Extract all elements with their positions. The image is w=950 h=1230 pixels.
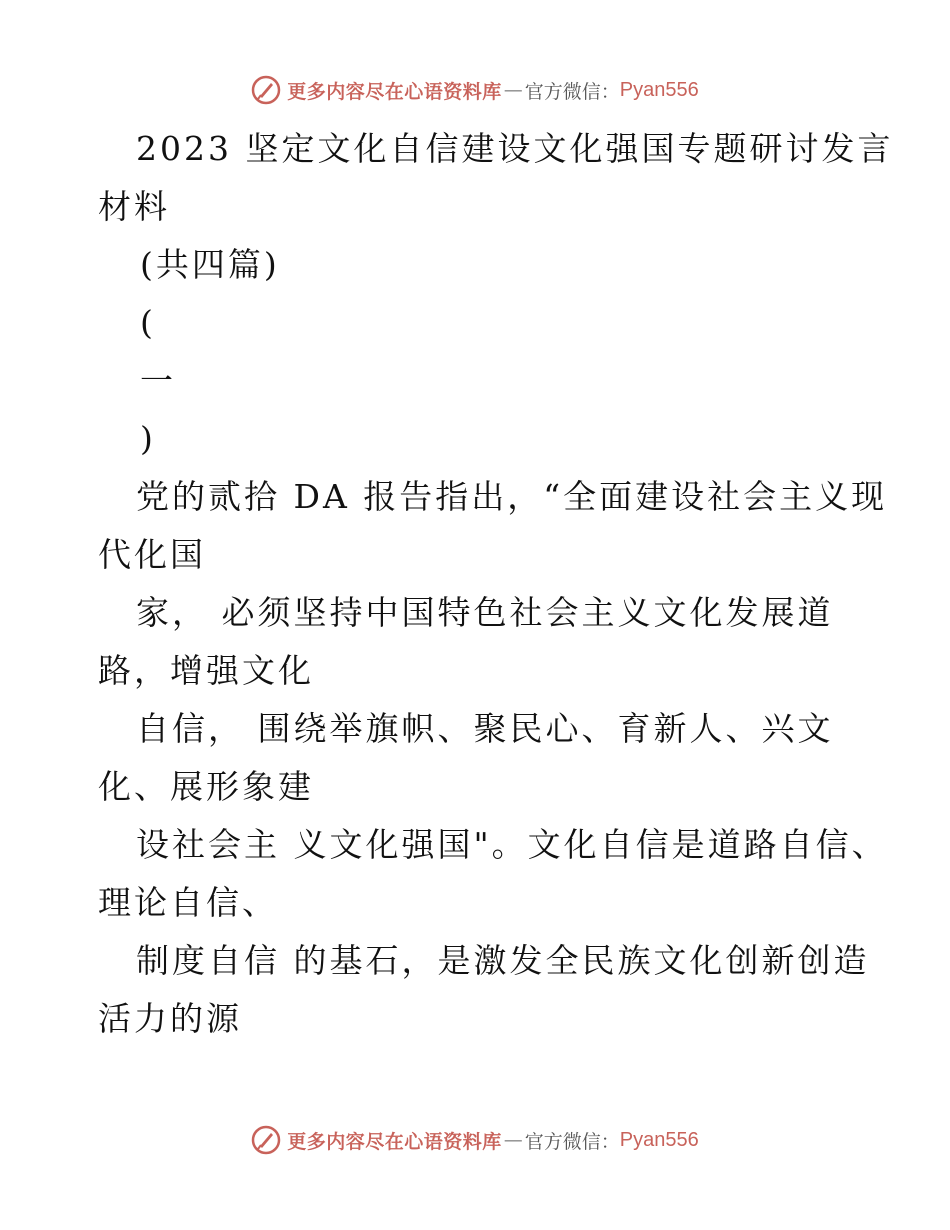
paragraph-line: 家， 必须坚持中国特色社会主义文化发展道 bbox=[136, 593, 834, 632]
document-body bbox=[98, 120, 894, 1048]
banner-wechat-id: Pyan556 bbox=[619, 1128, 699, 1151]
paragraph-line: 活力的源 bbox=[98, 999, 242, 1038]
paragraph-line: 代化国 bbox=[98, 535, 206, 574]
footer-banner bbox=[0, 1120, 950, 1160]
banner-wechat-label: 官方微信： bbox=[524, 1130, 620, 1153]
banner-wechat-label: 官方微信： bbox=[524, 80, 620, 103]
document-title: 2023 坚定文化自信建设文化强国专题研讨发言 bbox=[136, 129, 894, 168]
paragraph-line: 路，增强文化 bbox=[98, 651, 314, 690]
header-banner bbox=[0, 70, 950, 110]
document-title-cont: 材料 bbox=[98, 187, 170, 226]
banner-separator: — bbox=[503, 79, 523, 101]
paragraph-line: 设社会主 义文化强国"。文化自信是道路自信、 bbox=[136, 825, 888, 864]
paragraph-line: 自信， 围绕举旗帜、聚民心、育新人、兴文 bbox=[136, 709, 834, 748]
banner-separator: — bbox=[503, 1129, 523, 1151]
section-number-close: ) bbox=[140, 419, 156, 458]
quill-circle-icon bbox=[251, 1125, 281, 1155]
paragraph-line: 理论自信、 bbox=[98, 883, 278, 922]
paragraph-line: 党的贰拾 DA 报告指出，“全面建设社会主义现 bbox=[136, 477, 888, 516]
section-number-open: ( bbox=[140, 303, 156, 342]
banner-slogan: 更多内容尽在心语资料库 bbox=[287, 80, 502, 103]
paragraph-line: 制度自信 的基石，是激发全民族文化创新创造 bbox=[136, 941, 870, 980]
section-number: 一 bbox=[140, 361, 176, 400]
quill-circle-icon bbox=[251, 75, 281, 105]
document-subtitle: (共四篇) bbox=[140, 245, 280, 284]
banner-slogan: 更多内容尽在心语资料库 bbox=[287, 1130, 502, 1153]
paragraph-line: 化、展形象建 bbox=[98, 767, 314, 806]
banner-wechat-id: Pyan556 bbox=[619, 78, 699, 101]
